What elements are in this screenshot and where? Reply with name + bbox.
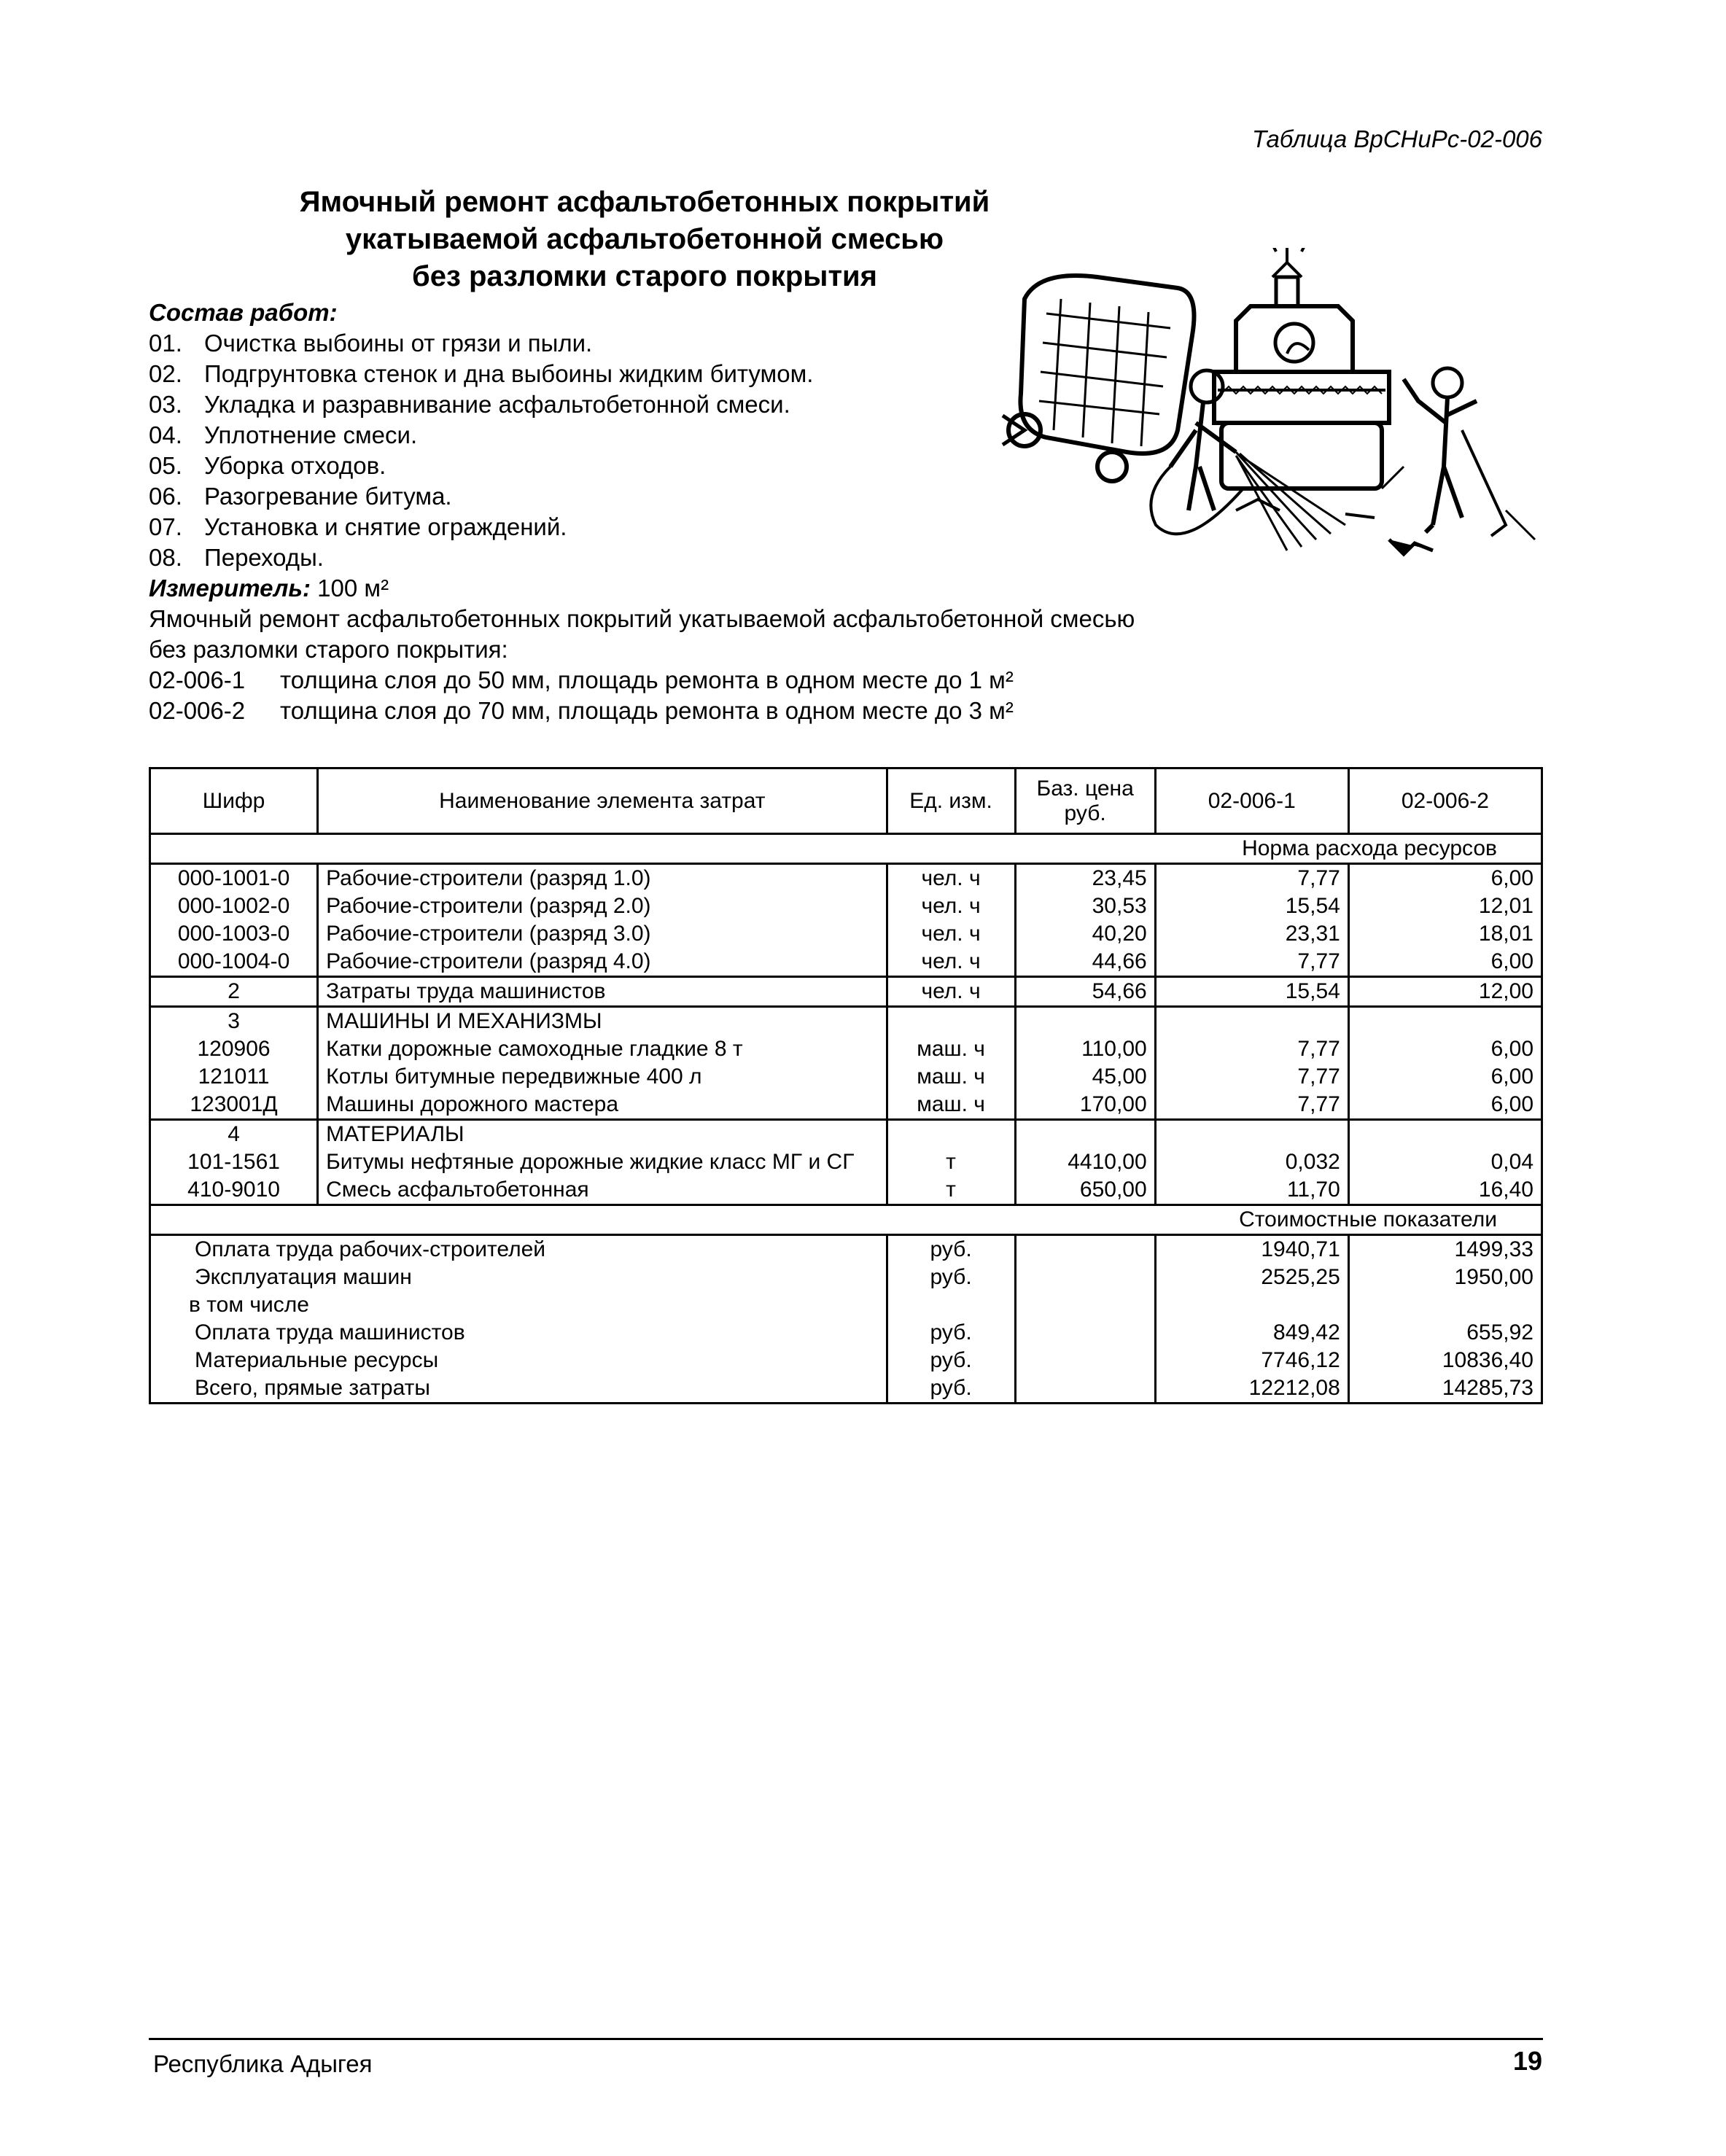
table-row: Материальные ресурсы руб. 7746,12 10836,40 bbox=[150, 1347, 1542, 1374]
table-row: 000-1001-0 Рабочие-строители (разряд 1.0) чел. ч 23,45 7,77 6,00 bbox=[150, 864, 1542, 893]
table-reference: Таблица ВрСНиРс-02-006 bbox=[1252, 125, 1542, 152]
footer-divider bbox=[149, 2038, 1543, 2040]
variant-line: 02-006-1 толщина слоя до 50 мм, площадь ремонта в одном месте до 1 м² bbox=[149, 666, 1014, 693]
work-item: 03. Укладка и разравнивание асфальтобетонной смеси. bbox=[149, 391, 790, 418]
cost-table bbox=[149, 767, 1543, 1404]
table-row: 000-1002-0 Рабочие-строители (разряд 2.0) чел. ч 30,53 15,54 12,01 bbox=[150, 892, 1542, 920]
table-row: 4 МАТЕРИАЛЫ bbox=[150, 1120, 1542, 1149]
header-unit: Ед. изм. bbox=[887, 768, 1015, 834]
table-row: 101-1561 Битумы нефтяные дорожные жидкие класс МГ и СГ т 4410,00 0,032 0,04 bbox=[150, 1148, 1542, 1176]
meter-label: Измеритель: bbox=[149, 575, 311, 602]
work-item: 01. Очистка выбоины от грязи и пыли. bbox=[149, 330, 593, 357]
section-cost-label: Стоимостные показатели bbox=[150, 1205, 1542, 1235]
title-line: Ямочный ремонт асфальтобетонных покрытий bbox=[299, 186, 990, 218]
section-norm-label: Норма расхода ресурсов bbox=[150, 834, 1542, 864]
table-row: 000-1004-0 Рабочие-строители (разряд 4.0) чел. ч 44,66 7,77 6,00 bbox=[150, 948, 1542, 977]
title-line: без разломки старого покрытия bbox=[412, 260, 877, 292]
table-row: в том числе bbox=[150, 1291, 1542, 1319]
variant-line: 02-006-2 толщина слоя до 70 мм, площадь ремонта в одном месте до 3 м² bbox=[149, 697, 1014, 724]
table-row: 2 Затраты труда машинистов чел. ч 54,66 15,54 12,00 bbox=[150, 977, 1542, 1007]
page-number: 19 bbox=[1512, 2046, 1542, 2076]
table-row: 000-1003-0 Рабочие-строители (разряд 3.0) чел. ч 40,20 23,31 18,01 bbox=[150, 920, 1542, 948]
work-item: 06. Разогревание битума. bbox=[149, 483, 452, 510]
section-row bbox=[150, 1205, 1542, 1235]
header-name: Наименование элемента затрат bbox=[318, 768, 887, 834]
table-row: Эксплуатация машин руб. 2525,25 1950,00 bbox=[150, 1264, 1542, 1291]
header-price: Баз. цена руб. bbox=[1015, 768, 1155, 834]
meter-value: 100 м² bbox=[317, 575, 389, 602]
document-title bbox=[149, 184, 1140, 295]
header-code: Шифр bbox=[150, 768, 318, 834]
table-row: Всего, прямые затраты руб. 12212,08 14285,73 bbox=[150, 1374, 1542, 1404]
work-item: 02. Подгрунтовка стенок и дна выбоины жидким битумом. bbox=[149, 360, 814, 387]
table-row: 121011 Котлы битумные передвижные 400 л маш. ч 45,00 7,77 6,00 bbox=[150, 1063, 1542, 1091]
table-row: Оплата труда машинистов руб. 849,42 655,92 bbox=[150, 1319, 1542, 1347]
road-repair-illustration bbox=[995, 248, 1550, 591]
work-item: 08. Переходы. bbox=[149, 544, 324, 571]
works-label: Состав работ: bbox=[149, 299, 338, 326]
table-row: 120906 Катки дорожные самоходные гладкие 8 т маш. ч 110,00 7,77 6,00 bbox=[150, 1035, 1542, 1063]
table-row: 410-9010 Смесь асфальтобетонная т 650,00 11,70 16,40 bbox=[150, 1176, 1542, 1205]
header-variant-2: 02-006-2 bbox=[1348, 768, 1542, 834]
table-row: Оплата труда рабочих-строителей руб. 1940,71 1499,33 bbox=[150, 1235, 1542, 1264]
table-row: 3 МАШИНЫ И МЕХАНИЗМЫ bbox=[150, 1007, 1542, 1036]
table-header-row bbox=[150, 768, 1542, 834]
work-item: 04. Уплотнение смеси. bbox=[149, 421, 418, 448]
section-row bbox=[150, 834, 1542, 864]
header-variant-1: 02-006-1 bbox=[1155, 768, 1348, 834]
title-line: укатываемой асфальтобетонной смесью bbox=[345, 223, 944, 255]
work-item: 07. Установка и снятие ограждений. bbox=[149, 513, 567, 540]
description-text: Ямочный ремонт асфальтобетонных покрытий укатываемой асфальтобетонной смесью без разломки старого покрытия: bbox=[149, 605, 1135, 663]
work-item: 05. Уборка отходов. bbox=[149, 452, 386, 479]
footer-region: Республика Адыгея bbox=[153, 2050, 373, 2077]
table-row: 123001Д Машины дорожного мастера маш. ч 170,00 7,77 6,00 bbox=[150, 1091, 1542, 1120]
